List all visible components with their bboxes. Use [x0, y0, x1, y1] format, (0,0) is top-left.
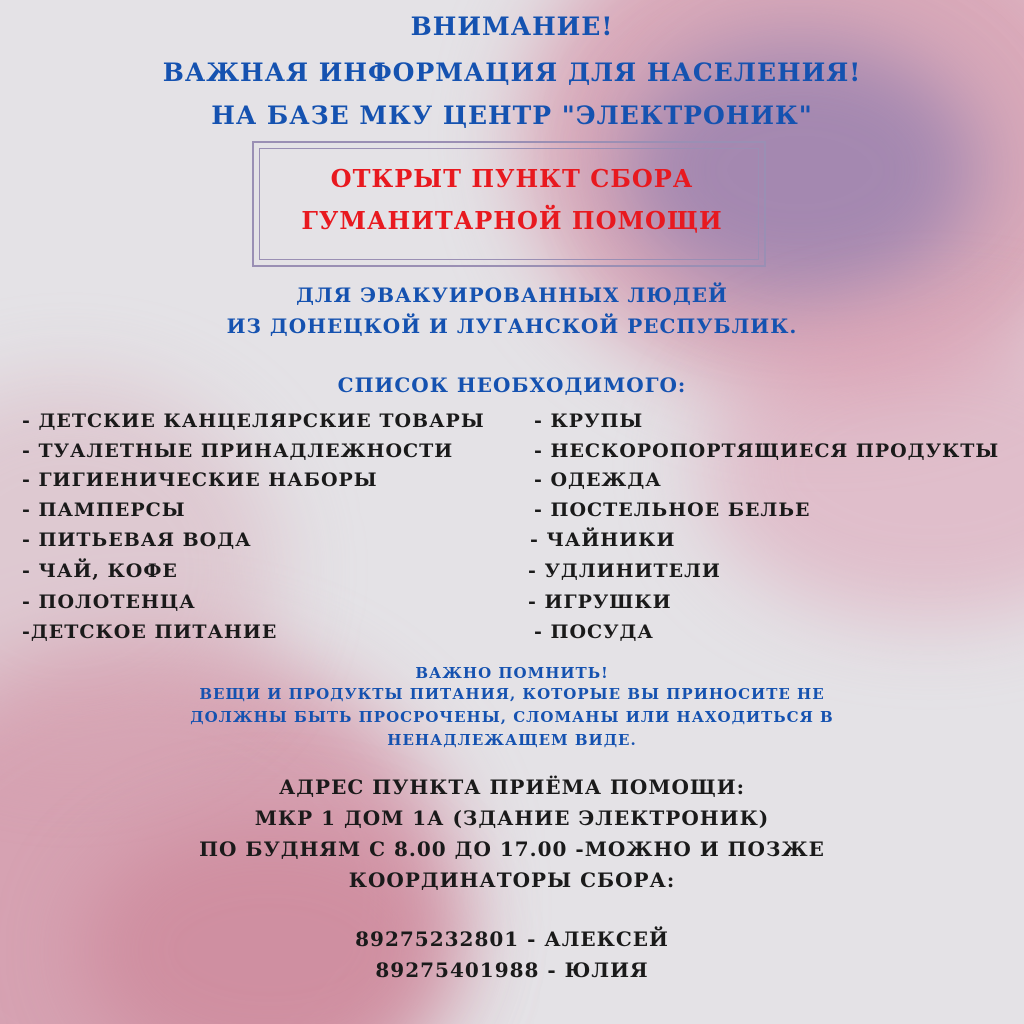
- list-item: - ОДЕЖДА: [534, 469, 662, 491]
- list-item: -ДЕТСКОЕ ПИТАНИЕ: [22, 621, 278, 643]
- list-item: - ДЕТСКИЕ КАНЦЕЛЯРСКИЕ ТОВАРЫ: [22, 410, 485, 432]
- list-item: - ИГРУШКИ: [528, 591, 672, 613]
- banner-line-2: ГУМАНИТАРНОЙ ПОМОЩИ: [301, 206, 723, 235]
- note-line-3: НЕНАДЛЕЖАЩЕМ ВИДЕ.: [387, 731, 637, 749]
- list-item: - ПОСУДА: [534, 621, 654, 643]
- list-item: - НЕСКОРОПОРТЯЩИЕСЯ ПРОДУКТЫ: [534, 440, 1000, 462]
- list-item: - ПИТЬЕВАЯ ВОДА: [22, 529, 252, 551]
- list-item: - ПОСТЕЛЬНОЕ БЕЛЬЕ: [534, 499, 811, 521]
- note-line-1: ВЕЩИ И ПРОДУКТЫ ПИТАНИЯ, КОТОРЫЕ ВЫ ПРИНОСИТЕ НЕ: [199, 685, 825, 703]
- banner-line-1: ОТКРЫТ ПУНКТ СБОРА: [330, 164, 694, 193]
- list-item: - ТУАЛЕТНЫЕ ПРИНАДЛЕЖНОСТИ: [22, 440, 454, 462]
- header-important-info: ВАЖНАЯ ИНФОРМАЦИЯ ДЛЯ НАСЕЛЕНИЯ!: [162, 58, 862, 87]
- address-hours: ПО БУДНЯМ С 8.00 ДО 17.00 -МОЖНО И ПОЗЖЕ: [199, 837, 825, 861]
- audience-line-1: ДЛЯ ЭВАКУИРОВАННЫХ ЛЮДЕЙ: [296, 283, 728, 307]
- list-item: - УДЛИНИТЕЛИ: [528, 560, 721, 582]
- list-item: - ПАМПЕРСЫ: [22, 499, 186, 521]
- note-title: ВАЖНО ПОМНИТЬ!: [415, 664, 609, 682]
- address-title: АДРЕС ПУНКТА ПРИЁМА ПОМОЩИ:: [278, 775, 746, 799]
- list-item: - ГИГИЕНИЧЕСКИЕ НАБОРЫ: [22, 469, 378, 491]
- header-location: НА БАЗЕ МКУ ЦЕНТР "ЭЛЕКТРОНИК": [211, 101, 813, 130]
- list-item: - ЧАЙ, КОФЕ: [22, 560, 178, 582]
- banner-frame: [252, 141, 766, 267]
- contact-phone: 89275401988 - ЮЛИЯ: [375, 958, 649, 982]
- note-line-2: ДОЛЖНЫ БЫТЬ ПРОСРОЧЕНЫ, СЛОМАНЫ ИЛИ НАХОДИТЬСЯ В: [190, 708, 834, 726]
- coordinators-title: КООРДИНАТОРЫ СБОРА:: [348, 868, 676, 892]
- header-attention: ВНИМАНИЕ!: [410, 12, 614, 41]
- address-building: МКР 1 ДОМ 1А (ЗДАНИЕ ЭЛЕКТРОНИК): [254, 806, 770, 830]
- list-item: - ЧАЙНИКИ: [530, 529, 676, 551]
- list-title: СПИСОК НЕОБХОДИМОГО:: [337, 373, 687, 397]
- contact-phone: 89275232801 - АЛЕКСЕЙ: [355, 927, 669, 951]
- audience-line-2: ИЗ ДОНЕЦКОЙ И ЛУГАНСКОЙ РЕСПУБЛИК.: [226, 314, 798, 338]
- list-item: - КРУПЫ: [534, 410, 644, 432]
- list-item: - ПОЛОТЕНЦА: [22, 591, 196, 613]
